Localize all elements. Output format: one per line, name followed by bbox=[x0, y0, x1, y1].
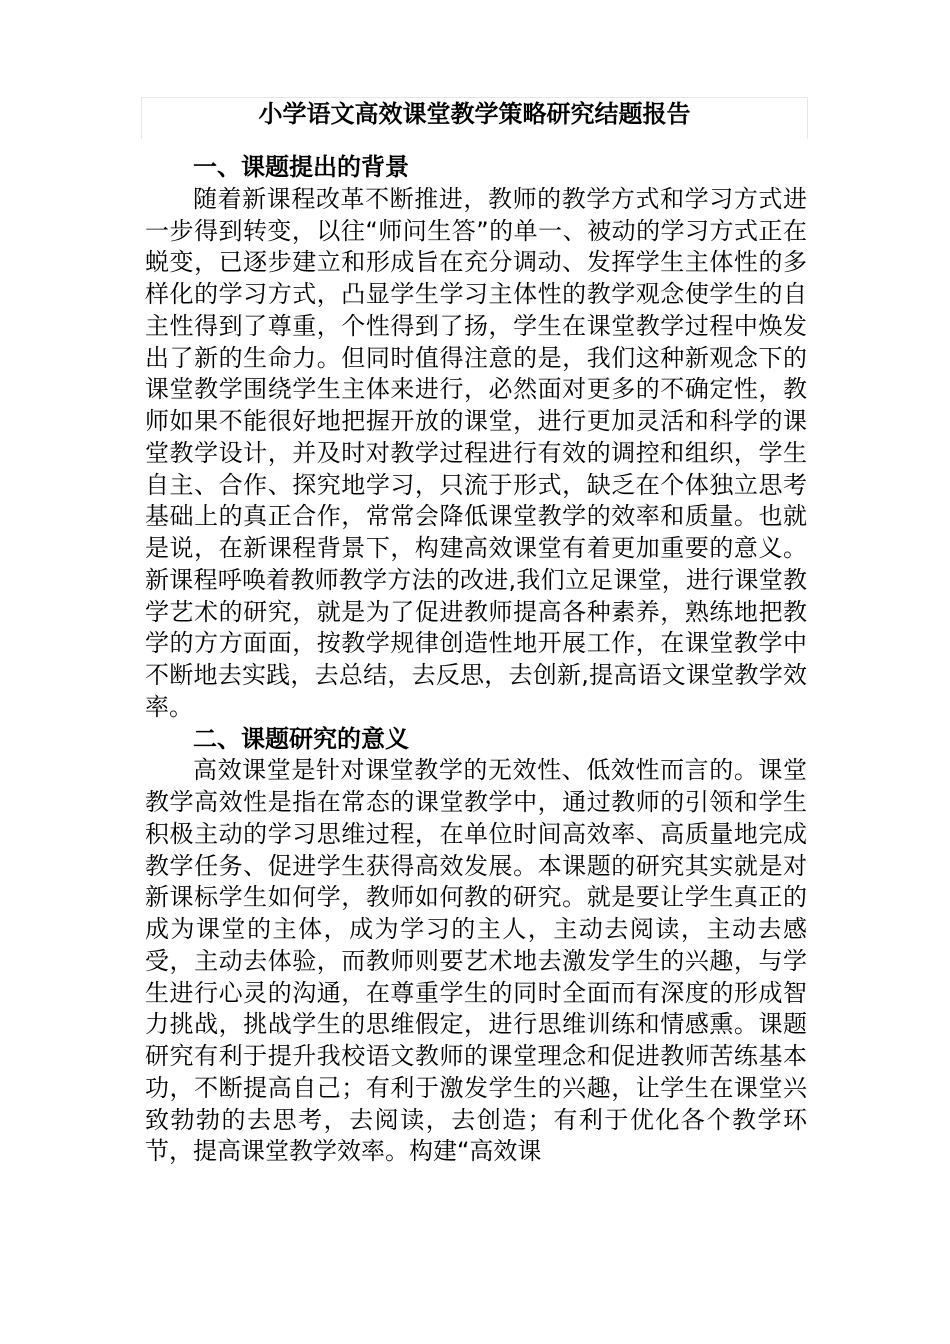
section-heading-background: 一、课题提出的背景 bbox=[193, 153, 409, 181]
document-title: 小学语文高效课堂教学策略研究结题报告 bbox=[258, 100, 691, 128]
section-paragraph-background: 随着新课程改革不断推进，教师的教学方式和学习方式进一步得到转变，以往“师问生答”的单一、被动的学习方式正在蜕变，已逐步建立和形成旨在充分调动、发挥学生主体性的多样化的学习方式，凸显学生学习主体性的教学观念使学生的自主性得到了尊重，个性得到了扬，学生在课堂教学过程中焕发出了新的生命力。但同时值得注意的是，我们这种新观念下的课堂教学围绕学生主体来进行，必然面对更多的不确定性，教师如果不能很好地把握开放的课堂，进行更加灵活和科学的课堂教学设计，并及时对教学过程进行有效的调控和组织，学生自主、合作、探究地学习，只流于形式，缺乏在个体独立思考基础上的真正合作，常常会降低课堂教学的效率和质量。也就是说，在新课程背景下，构建高效课堂有着更加重要的意义。新课程呼唤着教师教学方法的改进,我们立足课堂，进行课堂教学艺术的研究，就是为了促进教师提高各种素养，熟练地把教学的方方面面，按教学规律创造性地开展工作，在课堂教学中不断地去实践，去总结，去反思，去创新,提高语文课堂教学效率。 bbox=[145, 184, 807, 721]
section-paragraph-significance: 高效课堂是针对课堂教学的无效性、低效性而言的。课堂教学高效性是指在常态的课堂教学中，通过教师的引领和学生积极主动的学习思维过程，在单位时间高效率、高质量地完成教学任务、促进学生获得高效发展。本课题的研究其实就是对新课标学生如何学，教师如何教的研究。就是要让学生真正的成为课堂的主体，成为学习的主人，主动去阅读，主动去感受，主动去体验，而教师则要艺术地去激发学生的兴趣，与学生进行心灵的沟通，在尊重学生的同时全面而有深度的形成智力挑战，挑战学生的思维假定，进行思维训练和情感熏。课题研究有利于提升我校语文教师的课堂理念和促进教师苦练基本功，不断提高自己；有利于激发学生的兴趣，让学生在课堂兴致勃勃的去思考，去阅读，去创造；有利于优化各个教学环节，提高课堂教学效率。构建“高效课 bbox=[145, 756, 807, 1166]
section-heading-significance: 二、课题研究的意义 bbox=[193, 724, 409, 753]
document-body bbox=[145, 152, 807, 1168]
